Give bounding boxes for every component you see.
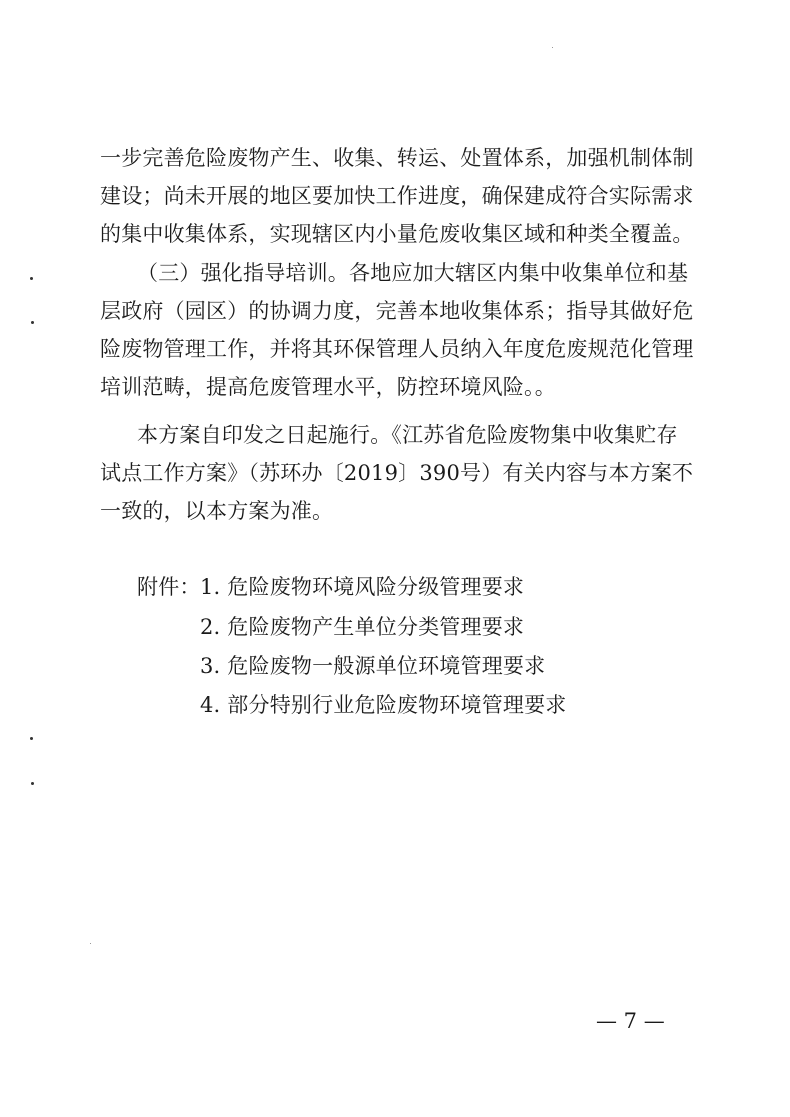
paragraph-1-line-2: 建设；尚未开展的地区要加快工作进度，确保建成符合实际需求 <box>100 184 694 208</box>
paragraph-3-line-2: 试点工作方案》（苏环办〔2019〕390号）有关内容与本方案不 <box>100 461 694 485</box>
scan-speck <box>31 321 34 324</box>
scan-speck <box>31 782 34 785</box>
attachment-item-1: 1. 危险废物环境风险分级管理要求 <box>200 575 525 599</box>
paragraph-3-line-3: 一致的，以本方案为准。 <box>100 499 334 523</box>
attachment-item-4: 4. 部分特别行业危险废物环境管理要求 <box>200 693 567 717</box>
scan-speck <box>552 47 553 48</box>
paragraph-2-line-4: 培训范畴，提高危废管理水平，防控环境风险。。 <box>100 375 556 399</box>
paragraph-2-line-3: 险废物管理工作，并将其环保管理人员纳入年度危废规范化管理 <box>100 337 694 361</box>
paragraph-1-line-1: 一步完善危险废物产生、收集、转运、处置体系，加强机制体制 <box>100 146 694 170</box>
scan-speck <box>90 943 91 944</box>
attachment-item-2: 2. 危险废物产生单位分类管理要求 <box>200 615 525 639</box>
paragraph-2-line-1: （三）强化指导培训。各地应加大辖区内集中收集单位和基 <box>137 261 689 285</box>
attachment-item-3: 3. 危险废物一般源单位环境管理要求 <box>200 654 546 678</box>
scan-speck <box>30 277 33 280</box>
page-number: — 7 — <box>596 1009 665 1033</box>
paragraph-2-line-2: 层政府（园区）的协调力度，完善本地收集体系；指导其做好危 <box>100 299 694 323</box>
paragraph-1-line-3: 的集中收集体系，实现辖区内小量危废收集区域和种类全覆盖。 <box>100 222 694 246</box>
scan-speck <box>30 737 33 740</box>
attachments-label: 附件： <box>137 575 201 599</box>
paragraph-3-line-1: 本方案自印发之日起施行。《江苏省危险废物集中收集贮存 <box>137 423 678 447</box>
